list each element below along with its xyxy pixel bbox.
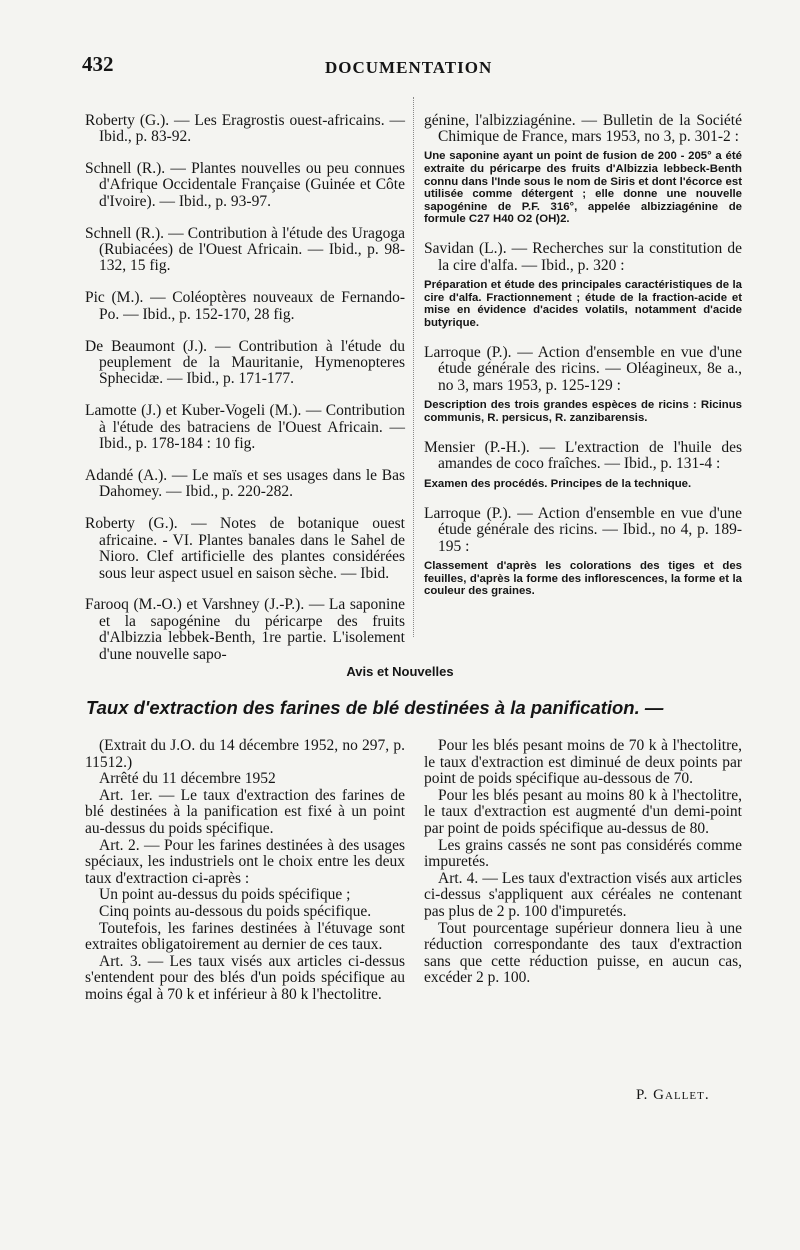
bib-entry: De Beaumont (J.). — Contribution à l'étude du peuplement de la Mauritanie, Hymenopteres Sphecidæ. — Ibid., p. 171-177.	[85, 337, 405, 388]
signature: P. Gallet.	[636, 1087, 710, 1103]
article-right-column	[424, 738, 742, 987]
article-paragraph: Art. 4. — Les taux d'extraction visés aux articles ci-dessus s'appliquent aux céréales ne contenant pas plus de 2 p. 100 d'impuretés.	[424, 869, 742, 920]
article-paragraph: Pour les blés pesant au moins 80 k à l'hectolitre, le taux d'extraction est augmenté d'un demi-point par point de poids spécifique au-dessus de 80.	[424, 786, 742, 837]
bib-entry: Larroque (P.). — Action d'ensemble en vue d'une étude générale des ricins. — Oléagineux, 8e a., no 3, mars 1953, p. 125-129 :	[424, 344, 742, 394]
bib-entry: Mensier (P.-H.). — L'extraction de l'huile des amandes de coco fraîches. — Ibid., p. 131-4 :	[424, 438, 742, 473]
article-paragraph: Art. 3. — Les taux visés aux articles ci-dessus s'entendent pour des blés d'un poids spécifique au moins égal à 70 k et inférieur à 80 k l'hectolitre.	[85, 952, 405, 1003]
bib-abstract: Classement d'après les colorations des tiges et des feuilles, d'après la forme des inflorescences, la forme et la couleur des graines.	[424, 560, 742, 598]
column-divider	[413, 97, 414, 637]
section-heading: Avis et Nouvelles	[346, 664, 454, 679]
bib-entry: Schnell (R.). — Contribution à l'étude des Uragoga (Rubiacées) de l'Ouest Africain. — Ibid., p. 98-132, 15 fig.	[85, 224, 405, 275]
article-paragraph: Art. 1er. — Le taux d'extraction des farines de blé destinées à la panification est fixé à un point au-dessus du poids spécifique.	[85, 786, 405, 837]
article-paragraph: (Extrait du J.O. du 14 décembre 1952, no 297, p. 11512.)	[85, 737, 405, 771]
article-paragraph: Pour les blés pesant moins de 70 k à l'hectolitre, le taux d'extraction est diminué de deux points par point de poids spécifique au-dessous de 70.	[424, 737, 742, 788]
bib-entry: Larroque (P.). — Action d'ensemble en vue d'une étude générale des ricins. — Ibid., no 4, p. 189-195 :	[424, 504, 742, 555]
page-number: 432	[82, 52, 114, 76]
article-left-column	[85, 738, 405, 1004]
bibliography-left-column	[85, 97, 405, 668]
article-paragraph: Cinq points au-dessous du poids spécifique.	[99, 902, 372, 920]
bib-entry: Schnell (R.). — Plantes nouvelles ou peu connues d'Afrique Occidentale Française (Guinée et Côte d'Ivoire). — Ibid., p. 93-97.	[85, 159, 405, 210]
bib-entry: Lamotte (J.) et Kuber-Vogeli (M.). — Contribution à l'étude des batraciens de l'Ouest Africain. — Ibid., p. 178-184 : 10 fig.	[85, 402, 405, 453]
article-paragraph: Tout pourcentage supérieur donnera lieu à une réduction correspondante des taux d'extraction sans que cette réduction puisse, en aucun cas, excéder 2 p. 100.	[424, 919, 742, 987]
bib-entry: Roberty (G.). — Les Eragrostis ouest-africains. — Ibid., p. 83-92.	[85, 111, 405, 145]
bib-entry: Farooq (M.-O.) et Varshney (J.-P.). — La saponine et la sapogénine du péricarpe des fruits d'Albizzia lebbek-Benth, 1re partie. L'isolement d'une nouvelle sapo-	[85, 596, 405, 663]
bibliography-right-column	[424, 97, 742, 606]
running-title: DOCUMENTATION	[325, 58, 493, 77]
bib-entry: Savidan (L.). — Recherches sur la constitution de la cire d'alfa. — Ibid., p. 320 :	[424, 240, 742, 274]
article-paragraph: Les grains cassés ne sont pas considérés comme impuretés.	[424, 836, 742, 871]
bib-abstract: Description des trois grandes espèces de ricins : Ricinus communis, R. persicus, R. zanzibarensis.	[424, 399, 742, 424]
article-paragraph: Art. 2. — Pour les farines destinées à des usages spéciaux, les industriels ont le choix entre les deux taux d'extraction ci-après :	[85, 836, 405, 887]
bib-abstract: Une saponine ayant un point de fusion de 200 - 205° a été extraite du péricarpe des fruits d'Albizzia lebbeck-Benth connu dans l'Inde sous le nom de Siris et dont l'écorce est utilisée comme détergent ; elle donne une nouvelle sapogénine de P.F. 316°, appelée albizziagénine de formule C27 H40 O2 (OH)2.	[424, 150, 742, 226]
article-paragraph: Toutefois, les farines destinées à l'étuvage sont extraites obligatoirement au dernier de ces taux.	[85, 919, 405, 954]
decree-date: Arrêté du 11 décembre 1952	[99, 770, 276, 788]
bib-entry: Pic (M.). — Coléoptères nouveaux de Fernando-Po. — Ibid., p. 152-170, 28 fig.	[85, 289, 405, 323]
bib-abstract: Examen des procédés. Principes de la technique.	[424, 477, 692, 490]
bib-entry: génine, l'albizziagénine. — Bulletin de la Société Chimique de France, mars 1953, no 3, p. 301-2 :	[424, 111, 742, 145]
bib-entry: Adandé (A.). — Le maïs et ses usages dans le Bas Dahomey. — Ibid., p. 220-282.	[85, 467, 405, 501]
bib-entry: Roberty (G.). — Notes de botanique ouest africaine. - VI. Plantes banales dans le Sahel de Nioro. Clef artificielle des plantes considérées sous leur aspect usuel en saison sèche. — Ibid.	[85, 515, 405, 582]
article-paragraph: Un point au-dessus du poids spécifique ;	[99, 886, 351, 904]
article-title: Taux d'extraction des farines de blé destinées à la panification. —	[86, 697, 664, 718]
bib-abstract: Préparation et étude des principales caractéristiques de la cire d'alfa. Fractionnement ; étude de la fraction-acide et mise en évidence d'acides volatils, notamment d'acide butyrique.	[424, 279, 742, 329]
